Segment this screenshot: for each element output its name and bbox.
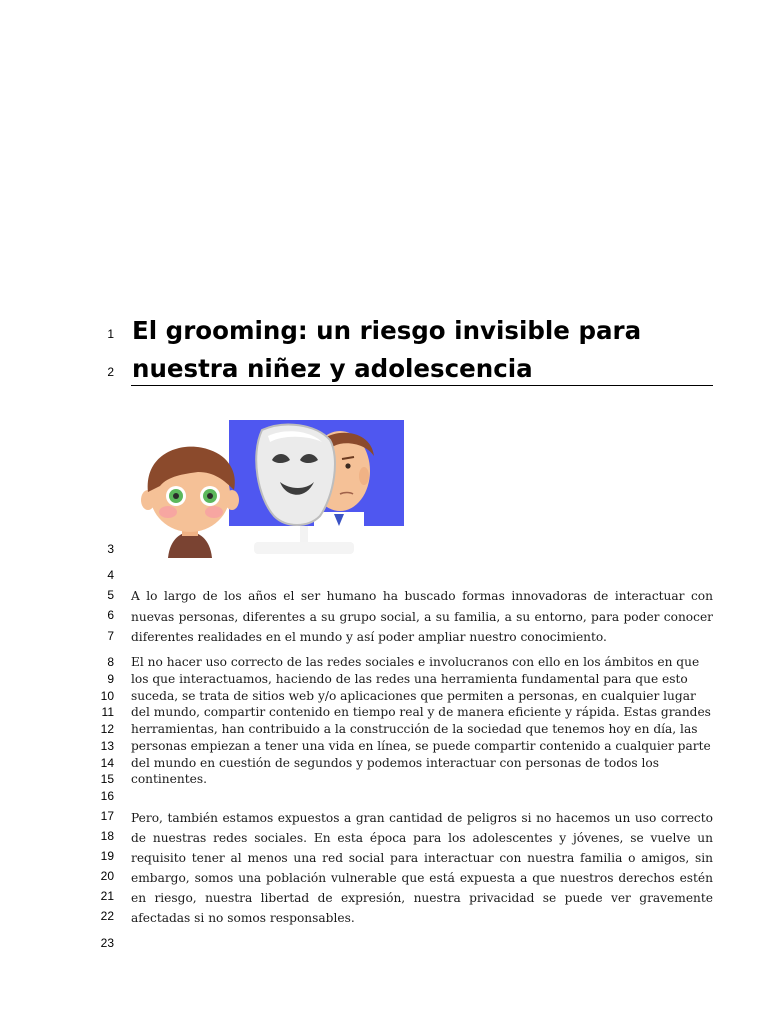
line-number-3: 3 (107, 542, 114, 556)
line-number-10: 10 (100, 689, 114, 703)
line-number-19: 19 (100, 849, 114, 863)
line-number-21: 21 (100, 889, 114, 903)
title-underline (131, 385, 713, 386)
line-number-9: 9 (107, 672, 114, 686)
line-number-14: 14 (100, 756, 114, 770)
line-number-1: 1 (107, 327, 114, 341)
line-number-11: 11 (101, 705, 114, 719)
line-number-16: 16 (100, 789, 114, 803)
line-number-12: 12 (100, 722, 114, 736)
line-number-23: 23 (100, 936, 114, 950)
line-number-15: 15 (100, 772, 114, 786)
title-line-1: El grooming: un riesgo invisible para (132, 316, 642, 345)
line-number-6: 6 (107, 608, 114, 622)
line-number-8: 8 (107, 655, 114, 669)
line-number-18: 18 (100, 829, 114, 843)
title-line-2: nuestra niñez y adolescencia (132, 354, 533, 383)
paragraph-2: El no hacer uso correcto de las redes sociales e involucranos con ello en los ámbitos en que los que interactuamos, haciendo de las redes una herramienta fundamental para que esto suceda, se trata de sitios web y/o aplicaciones que permiten a personas, en cualquier lugar del mundo, compartir contenido en tiempo real y de manera eficiente y rápida. Estas grandes herramientas, han contribuido a la construcción de la sociedad que tenemos hoy en día, las personas empiezan a tener una vida en línea, se puede compartir contenido a cualquier parte del mundo en cuestión de segundos y podemos interactuar con personas de todos los continentes. (131, 655, 711, 787)
line-number-20: 20 (100, 869, 114, 883)
line-number-2: 2 (107, 365, 114, 379)
line-number-5: 5 (107, 588, 114, 602)
line-number-22: 22 (100, 909, 114, 923)
paragraph-1: A lo largo de los años el ser humano ha buscado formas innovadoras de interactuar con nuevas personas, diferentes a su grupo social, a su familia, a su entorno, para poder conocer diferentes realidades en el mundo y así poder ampliar nuestro conocimiento. (131, 589, 713, 644)
line-number-7: 7 (107, 629, 114, 643)
child-icon (141, 447, 239, 558)
document-title (132, 312, 712, 388)
grooming-illustration (134, 416, 408, 558)
monitor-stand-icon (254, 526, 354, 554)
line-number-17: 17 (100, 809, 114, 823)
line-number-13: 13 (100, 739, 114, 753)
paragraph-3: Pero, también estamos expuestos a gran cantidad de peligros si no hacemos un uso correcto de nuestras redes sociales. En esta época para los adolescentes y jóvenes, se vuelve un requisito tener al menos una red social para interactuar con nuestra familia o amigos, sin embargo, somos una población vulnerable que está expuesta a que nuestros derechos estén en riesgo, nuestra libertad de expresión, nuestra privacidad se puede ver gravemente afectadas si no somos responsables. (131, 811, 713, 925)
line-number-4: 4 (107, 568, 114, 582)
